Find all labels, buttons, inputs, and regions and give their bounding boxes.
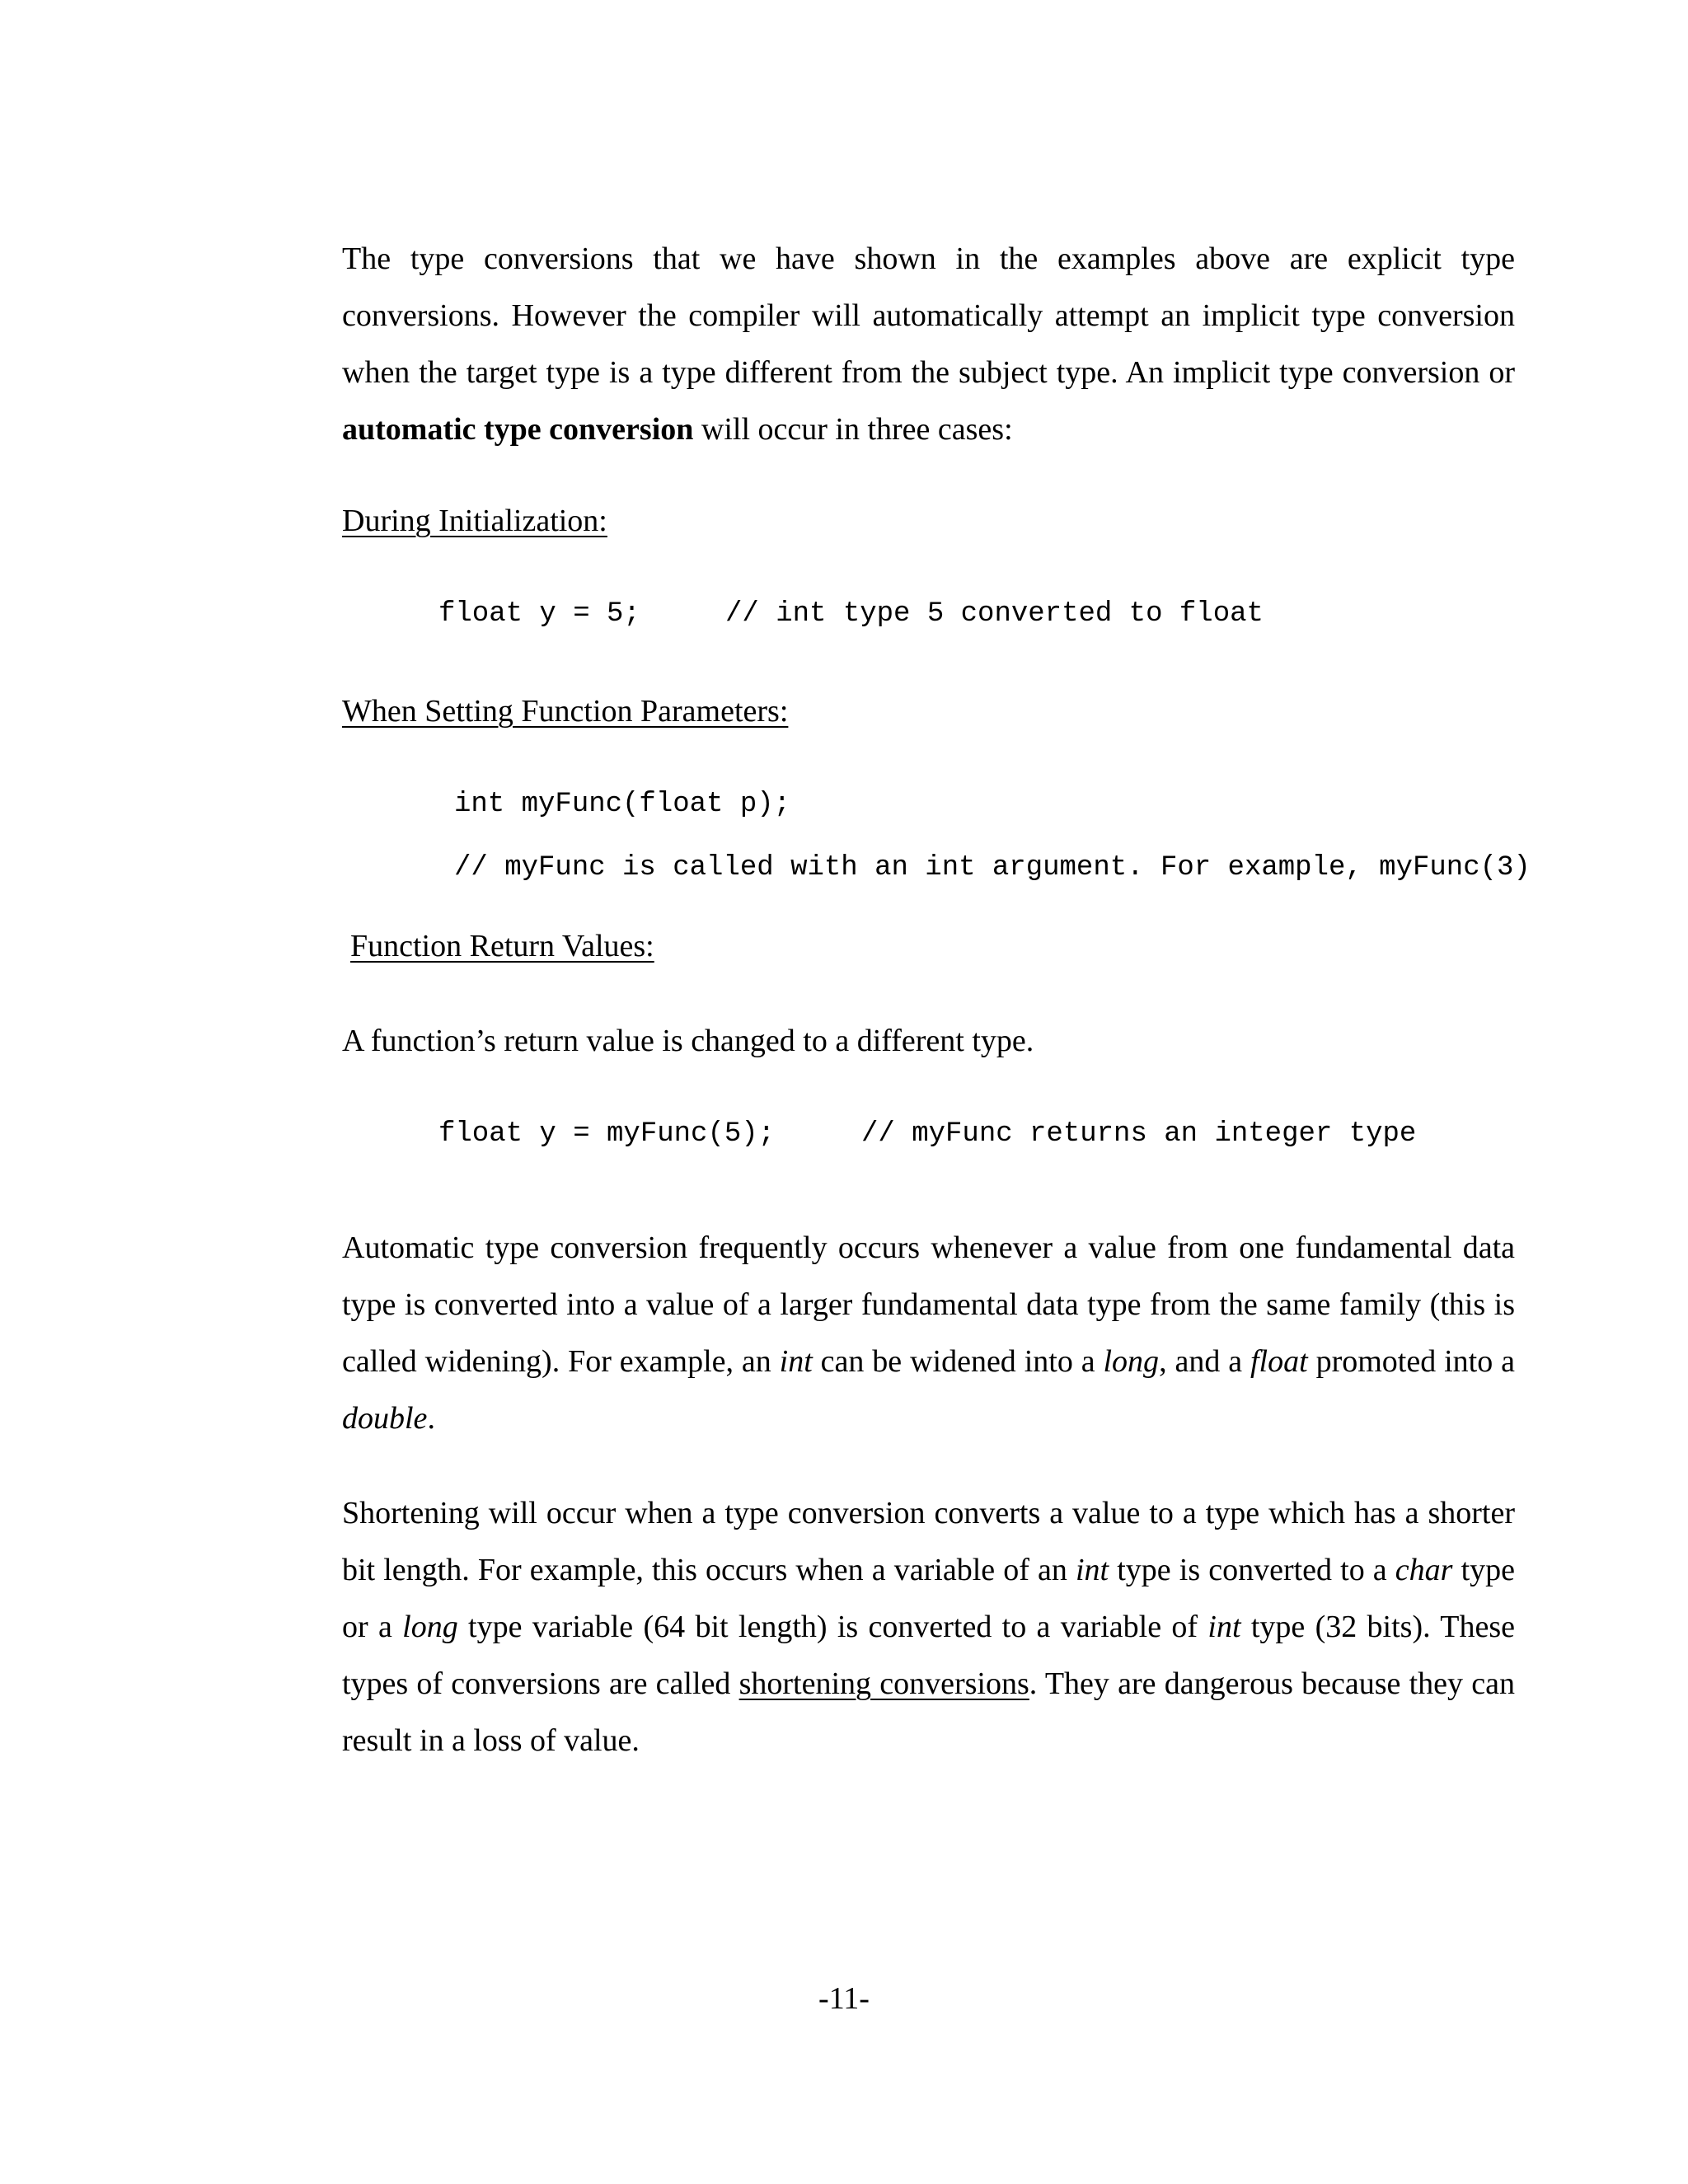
return-value-text: A function’s return value is changed to a different type. xyxy=(342,1024,1034,1058)
widening-text-4: promoted into a xyxy=(1307,1344,1516,1379)
shortening-conversions-term: shortening conversions xyxy=(738,1666,1029,1701)
shortening-paragraph xyxy=(342,1485,1515,1769)
shortening-text-6: . They are dangerous because they can result in a loss of value. xyxy=(342,1666,1515,1758)
shortening-italic-long: long xyxy=(402,1610,458,1644)
page-number: -11- xyxy=(818,1981,870,2016)
shortening-text-1: Shortening will occur when a type conversion converts a value to a type which has a shorter bit length. For example, this occurs when a variable of an xyxy=(342,1496,1515,1587)
widening-paragraph xyxy=(342,1220,1515,1447)
shortening-text-4: type variable (64 bit length) is converted to a variable of xyxy=(457,1610,1208,1644)
intro-bold-term: automatic type conversion xyxy=(342,412,694,447)
heading-during-initialization: During Initialization: xyxy=(342,504,607,538)
code-return-statement: float y = myFunc(5); xyxy=(438,1118,776,1150)
code-param-line-2: // myFunc is called with an int argument. For example, myFunc(3) xyxy=(454,852,1531,883)
widening-italic-float: float xyxy=(1250,1344,1308,1379)
shortening-text-5: type (32 bits). These types of conversions are called xyxy=(342,1610,1515,1701)
widening-text-2: can be widened into a xyxy=(812,1344,1104,1379)
widening-italic-int: int xyxy=(779,1344,813,1379)
widening-italic-long: long xyxy=(1103,1344,1160,1379)
shortening-text-2: type is converted to a xyxy=(1109,1553,1395,1587)
code-init-comment: // int type 5 converted to float xyxy=(725,598,1264,630)
intro-text-1: The type conversions that we have shown in the examples above are explicit type conversions. However the compiler will automatically attempt an implicit type conversion when the target type is a type different from the subject type. An implicit type conversion or xyxy=(342,241,1515,390)
shortening-italic-int: int xyxy=(1075,1553,1109,1587)
heading-function-parameters: When Setting Function Parameters: xyxy=(342,694,789,729)
shortening-italic-int-2: int xyxy=(1207,1610,1241,1644)
code-return-comment: // myFunc returns an integer type xyxy=(861,1118,1417,1150)
shortening-italic-char: char xyxy=(1395,1553,1453,1587)
shortening-text-3: type or a xyxy=(342,1553,1515,1644)
widening-text-3: , and a xyxy=(1159,1344,1250,1379)
code-init-statement: float y = 5; xyxy=(438,598,640,630)
widening-italic-double: double xyxy=(342,1401,428,1436)
intro-text-2: will occur in three cases: xyxy=(693,412,1013,447)
widening-text-5: . xyxy=(427,1401,435,1436)
widening-text-1: Automatic type conversion frequently occurs whenever a value from one fundamental data type is converted into a value of a larger fundamental data type from the same family (this is called widening). For example, an xyxy=(342,1230,1515,1379)
heading-function-return-values: Function Return Values: xyxy=(350,929,654,963)
code-param-line-1: int myFunc(float p); xyxy=(454,789,791,820)
intro-paragraph xyxy=(342,231,1515,458)
